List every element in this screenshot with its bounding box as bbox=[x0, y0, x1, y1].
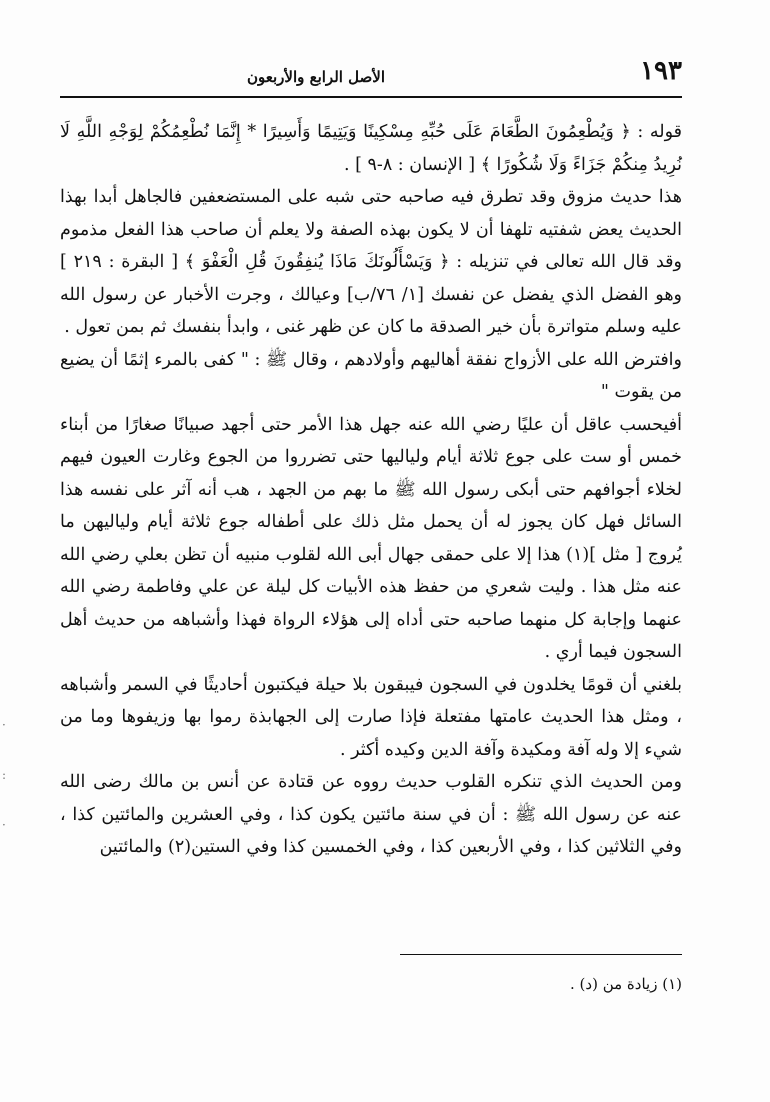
paragraph-spousal-maintenance: وافترض الله على الأزواج نفقة أهاليهم وأولادهم ، وقال ﷺ : " كفى بالمرء إثمًا أن يضيع من يقوت " bbox=[60, 349, 682, 402]
page-number: ١٩٣ bbox=[640, 56, 682, 86]
running-title: الأصل الرابع والأربعون bbox=[247, 68, 385, 86]
footnote: (١) زيادة من (د) . bbox=[570, 975, 682, 993]
paragraph-quran-citation: قوله : ﴿ وَيُطْعِمُونَ الطَّعَامَ عَلَى حُبِّهِ مِسْكِينًا وَيَتِيمًا وَأَسِيرًا * إِنَّمَا نُطْعِمُكُمْ لِوَجْهِ اللَّهِ لَا نُرِيدُ مِنكُمْ جَزَاءً وَلَا شُكُورًا ﴾ [ الإنسان : ٨-٩ ] . bbox=[60, 122, 682, 175]
header-rule bbox=[60, 96, 682, 98]
paragraph-prison-narrators: بلغني أن قومًا يخلدون في السجون فيبقون بلا حيلة فيكتبون أحاديثًا في السمر وأشباهه ، ومثل هذا الحديث عامتها مفتعلة فإذا صارت إلى الجهابذة رموا بها وزيفوها وما من شيء إلا وله آفة ومكيدة وآفة الدين وكيده أكثر . bbox=[60, 674, 682, 760]
paragraph-hadith-critique: هذا حديث مزوق وقد تطرق فيه صاحبه حتى شبه على المستضعفين فالجاهل أبدا بهذا الحديث يعض شفتيه تلهفا أن لا يكون بهذه الصفة ولا يعلم أن صاحب هذا الفعل مذموم وقد قال الله تعالى في تنزيله : ﴿ وَيَسْأَلُونَكَ مَاذَا يُنفِقُونَ قُلِ الْعَفْوَ ﴾ [ البقرة : ٢١٩ ] وهو الفضل الذي يفضل عن نفسك [١/ ٧٦/ب] وعيالك ، وجرت الأخبار عن رسول الله عليه وسلم متواترة بأن خير الصدقة ما كان عن ظهر غنى ، وابدأ بنفسك ثم بمن تعول . bbox=[60, 187, 682, 337]
page-header bbox=[60, 56, 682, 96]
paragraph-rejected-hadith: ومن الحديث الذي تنكره القلوب حديث رووه عن قتادة عن أنس بن مالك رضى الله عنه عن رسول الله ﷺ : أن في سنة مائتين يكون كذا ، وفي العشرين والمائتين كذا ، وفي الثلاثين كذا ، وفي الأربعين كذا ، وفي الخمسين كذا وفي الستين(٢) والمائتين bbox=[60, 772, 682, 857]
paragraph-ali-argument: أفيحسب عاقل أن عليًا رضي الله عنه جهل هذا الأمر حتى أجهد صبيانًا صغارًا من أبناء خمس أو ست على جوع ثلاثة أيام ولياليها حتى تضرروا من الجوع وغارت العيون فيهم لخلاء أجوافهم حتى أبكى رسول الله ﷺ ما بهم من الجهد ، هب أنه آثر على نفسه هذا السائل فهل كان يجوز له أن يحمل مثل ذلك على أطفاله جوع ثلاثة أيام ولياليهن ما يُروج [ مثل ](١) هذا إلا على حمقى جهال أبى الله لقلوب منبيه أن تظن بعلي رضي الله عنه مثل هذا . وليت شعري من حفظ هذه الأبيات كل ليلة عن علي وفاطمة رضي الله عنهما وإجابة كل منهما صاحبه حتى أداه إلى هؤلاء الرواة فهذا وأشباهه من حديث أهل السجون فيما أري . bbox=[60, 414, 682, 662]
margin-scan-marks: · : · bbox=[2, 718, 7, 832]
body-text bbox=[60, 116, 682, 864]
footnote-rule bbox=[400, 954, 682, 955]
